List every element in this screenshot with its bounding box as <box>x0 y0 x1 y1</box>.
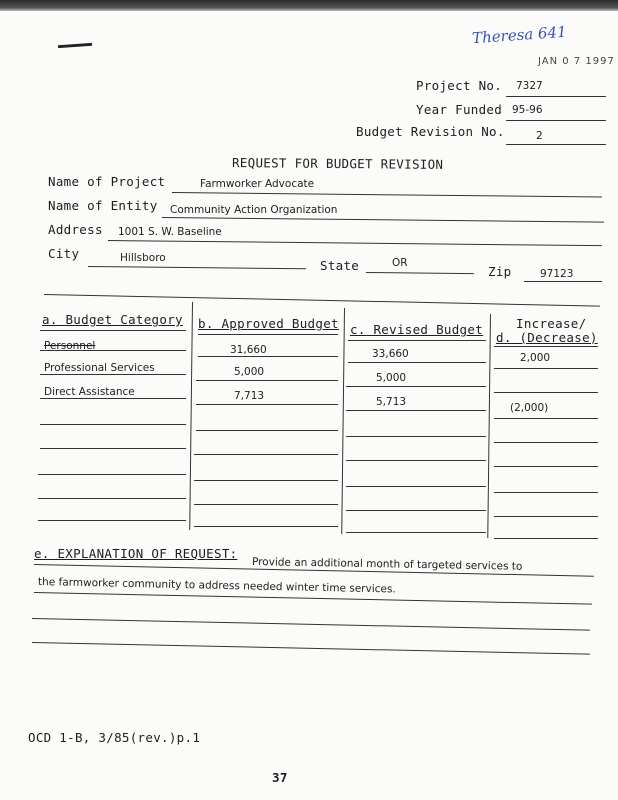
entity-value: Community Action Organization <box>170 204 338 216</box>
row-rule <box>40 448 186 449</box>
table-col-divider-1 <box>189 302 193 530</box>
project-no-label: Project No. <box>416 78 503 93</box>
project-no-value: 7327 <box>516 80 543 92</box>
col-header-increase: Increase/ <box>516 316 587 331</box>
explanation-line-1: Provide an additional month of targeted services to <box>251 556 523 573</box>
row-rule <box>494 466 598 467</box>
address-label: Address <box>48 222 103 237</box>
address-value: 1001 S. W. Baseline <box>118 226 222 238</box>
scan-edge-shadow <box>0 0 618 11</box>
city-label: City <box>48 246 80 261</box>
row-rule <box>348 340 486 341</box>
revision-no-label: Budget Revision No. <box>356 124 505 139</box>
table-col-divider-2 <box>341 308 345 534</box>
explanation-rule-4 <box>32 642 590 655</box>
col-header-decrease: d. (Decrease) <box>496 330 598 345</box>
date-stamp: JAN 0 7 1997 <box>538 56 615 67</box>
row-3-revised: 5,713 <box>376 396 407 408</box>
state-label: State <box>320 258 360 273</box>
row-rule <box>38 474 186 475</box>
state-value: OR <box>392 257 408 269</box>
handwritten-note: Theresa 641 <box>471 22 568 48</box>
year-funded-line <box>506 120 606 121</box>
page-number: 37 <box>272 770 288 785</box>
row-rule <box>494 442 598 443</box>
col-header-approved-budget: b. Approved Budget <box>198 316 339 331</box>
row-rule <box>346 532 486 533</box>
row-rule <box>194 504 338 505</box>
row-rule <box>494 392 598 393</box>
city-value: Hillsboro <box>120 252 166 264</box>
row-rule <box>196 404 338 405</box>
explanation-rule-3 <box>32 618 590 631</box>
revision-no-value: 2 <box>536 130 543 142</box>
row-rule <box>346 386 486 387</box>
row-rule <box>40 330 186 331</box>
entity-label: Name of Entity <box>48 198 158 213</box>
city-line <box>88 266 306 269</box>
row-1-category: Personnel <box>44 340 96 352</box>
row-rule <box>346 460 486 461</box>
row-2-category: Professional Services <box>44 362 155 374</box>
zip-line <box>524 281 602 282</box>
row-rule <box>494 368 598 369</box>
row-rule <box>494 346 598 347</box>
form-title: REQUEST FOR BUDGET REVISION <box>231 155 444 172</box>
row-rule <box>494 418 598 419</box>
row-rule <box>40 350 186 351</box>
col-header-revised-budget: c. Revised Budget <box>350 322 484 337</box>
table-top-rule <box>44 294 600 307</box>
form-code: OCD 1-B, 3/85(rev.)p.1 <box>28 730 201 745</box>
year-funded-label: Year Funded <box>416 102 503 117</box>
row-3-category: Direct Assistance <box>44 386 135 398</box>
year-funded-value: 95-96 <box>512 104 543 116</box>
state-line <box>366 272 474 274</box>
zip-value: 97123 <box>540 268 574 280</box>
row-rule <box>196 430 338 431</box>
project-value: Farmworker Advocate <box>200 178 315 190</box>
explanation-label: e. EXPLANATION OF REQUEST: <box>34 546 238 561</box>
revision-no-line <box>506 144 606 145</box>
address-line <box>108 240 602 246</box>
row-1-approved: 31,660 <box>230 344 267 356</box>
row-rule <box>198 356 338 357</box>
row-rule <box>198 334 338 335</box>
row-rule <box>196 380 338 381</box>
explanation-rule-2 <box>34 592 592 605</box>
col-header-budget-category: a. Budget Category <box>42 312 183 327</box>
row-rule <box>346 436 486 437</box>
row-rule <box>40 374 186 375</box>
binder-mark <box>58 43 92 48</box>
row-3-change: (2,000) <box>510 402 549 414</box>
project-no-line <box>506 96 606 97</box>
zip-label: Zip <box>488 264 512 279</box>
row-rule <box>40 424 186 425</box>
row-2-approved: 5,000 <box>234 366 265 378</box>
row-3-approved: 7,713 <box>234 390 265 402</box>
row-rule <box>40 398 186 399</box>
row-1-revised: 33,660 <box>372 348 409 360</box>
row-rule <box>494 492 598 493</box>
entity-line <box>162 217 604 223</box>
row-rule <box>194 526 338 527</box>
project-label: Name of Project <box>48 174 166 189</box>
row-rule <box>494 538 598 539</box>
explanation-line-2: the farmworker community to address needed winter time services. <box>37 576 396 596</box>
row-rule <box>38 498 186 499</box>
row-rule <box>194 454 338 455</box>
row-rule <box>494 516 598 517</box>
table-col-divider-3 <box>487 314 491 538</box>
row-rule <box>346 410 486 411</box>
row-rule <box>346 486 486 487</box>
row-1-change: 2,000 <box>520 352 551 364</box>
row-rule <box>348 362 486 363</box>
project-line <box>172 192 602 198</box>
row-rule <box>194 480 338 481</box>
row-rule <box>346 510 486 511</box>
row-rule <box>38 520 186 521</box>
row-2-revised: 5,000 <box>376 372 407 384</box>
